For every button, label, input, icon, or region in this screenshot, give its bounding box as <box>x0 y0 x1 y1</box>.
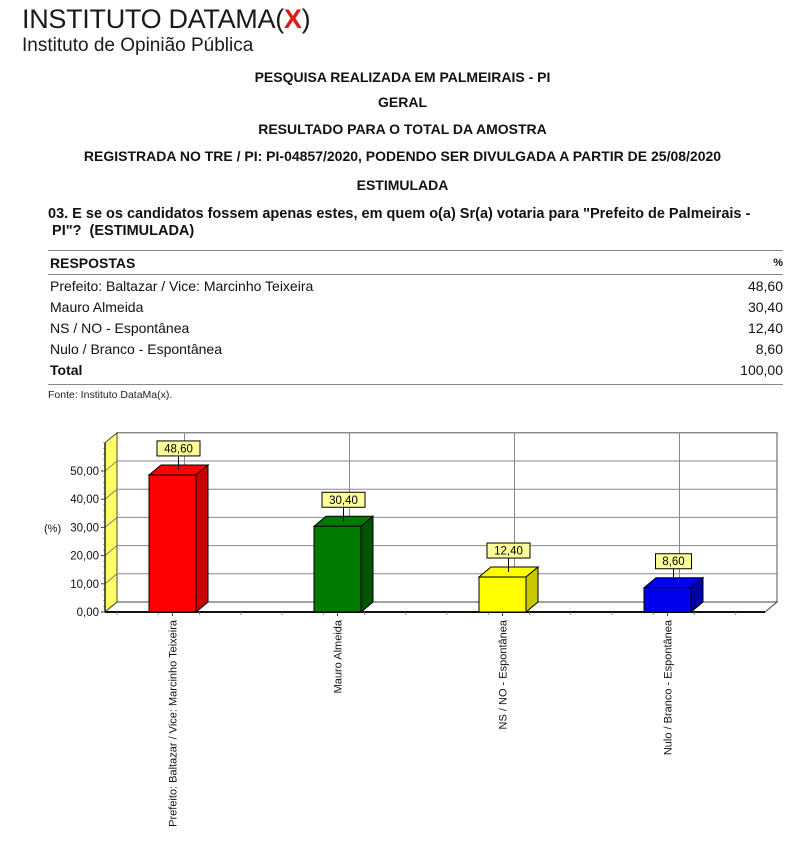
data-label: 48,60 <box>164 443 193 456</box>
header-mode: ESTIMULADA <box>356 177 449 193</box>
data-label: 30,40 <box>329 494 358 507</box>
x-tick-label: Mauro Almeida <box>332 620 345 694</box>
logo-subtitle: Instituto de Opinião Pública <box>22 35 254 56</box>
logo-x-mark: X <box>283 4 302 34</box>
bar-4 <box>644 578 703 612</box>
data-label: 8,60 <box>662 556 685 569</box>
header-registration: REGISTRADA NO TRE / PI: PI-04857/2020, PODENDO SER DIVULGADA A PARTIR DE 25/08/2020 <box>83 148 722 164</box>
bar <box>479 577 526 612</box>
total-label: Total <box>50 362 83 378</box>
row-value: 12,40 <box>747 320 783 336</box>
bar-2 <box>314 516 373 612</box>
table-top-rule <box>48 250 783 251</box>
bar-side-face <box>361 516 373 612</box>
x-tick-label: Nulo / Branco - Espontânea <box>662 620 675 756</box>
x-tick-label: Prefeito: Baltazar / Vice: Marcinho Teixeira <box>167 620 180 827</box>
row-label: Nulo / Branco - Espontânea <box>50 341 222 357</box>
table-row <box>48 339 783 360</box>
header-result-type: RESULTADO PARA O TOTAL DA AMOSTRA <box>258 121 547 137</box>
row-value: 30,40 <box>747 299 783 315</box>
question-line-1: 03. E se os candidatos fossem apenas estes, em quem o(a) Sr(a) votaria para "Prefeito de Palmeirais - <box>48 206 751 222</box>
table-row <box>48 276 783 297</box>
bar <box>149 475 196 612</box>
row-label: Prefeito: Baltazar / Vice: Marcinho Teixeira <box>50 278 314 294</box>
question-text <box>48 206 788 240</box>
logo-title-suffix: ) <box>301 4 311 34</box>
row-label: NS / NO - Espontânea <box>50 320 190 336</box>
bar <box>314 526 361 612</box>
logo-title <box>22 4 310 34</box>
y-tick-label: 0,00 <box>76 607 99 619</box>
question-line-2: PI"? (ESTIMULADA) <box>48 223 195 239</box>
total-value: 100,00 <box>740 362 783 378</box>
y-tick-label: 10,00 <box>70 578 99 591</box>
table-bottom-rule <box>48 384 783 385</box>
y-tick-label: 50,00 <box>70 466 99 478</box>
table-header-rule <box>48 274 783 275</box>
source-note: Fonte: Instituto DataMa(x). <box>48 389 173 401</box>
row-value: 8,60 <box>755 341 783 357</box>
row-value: 48,60 <box>747 278 783 294</box>
row-label: Mauro Almeida <box>50 299 144 315</box>
table-row <box>48 297 783 318</box>
y-tick-label: 40,00 <box>70 494 99 507</box>
column-header-percent: % <box>773 257 783 269</box>
bar-3 <box>479 567 538 612</box>
y-tick-label: 20,00 <box>70 550 99 563</box>
y-axis-label: (%) <box>44 523 62 535</box>
header-scope: GERAL <box>378 94 427 110</box>
table-row <box>48 318 783 339</box>
header-survey-location: PESQUISA REALIZADA EM PALMEIRAIS - PI <box>254 69 551 85</box>
bar-side-face <box>196 465 208 612</box>
table-header-row <box>48 253 783 274</box>
table-total-row <box>48 360 783 381</box>
logo-title-prefix: INSTITUTO DATAMA( <box>22 4 284 34</box>
bar-1 <box>149 465 208 612</box>
data-label: 12,40 <box>494 545 523 558</box>
column-header-respostas: RESPOSTAS <box>50 255 136 271</box>
x-tick-label: NS / NO - Espontânea <box>497 620 510 730</box>
y-tick-label: 30,00 <box>70 522 99 535</box>
bar <box>644 588 691 612</box>
bar-chart <box>0 420 805 860</box>
